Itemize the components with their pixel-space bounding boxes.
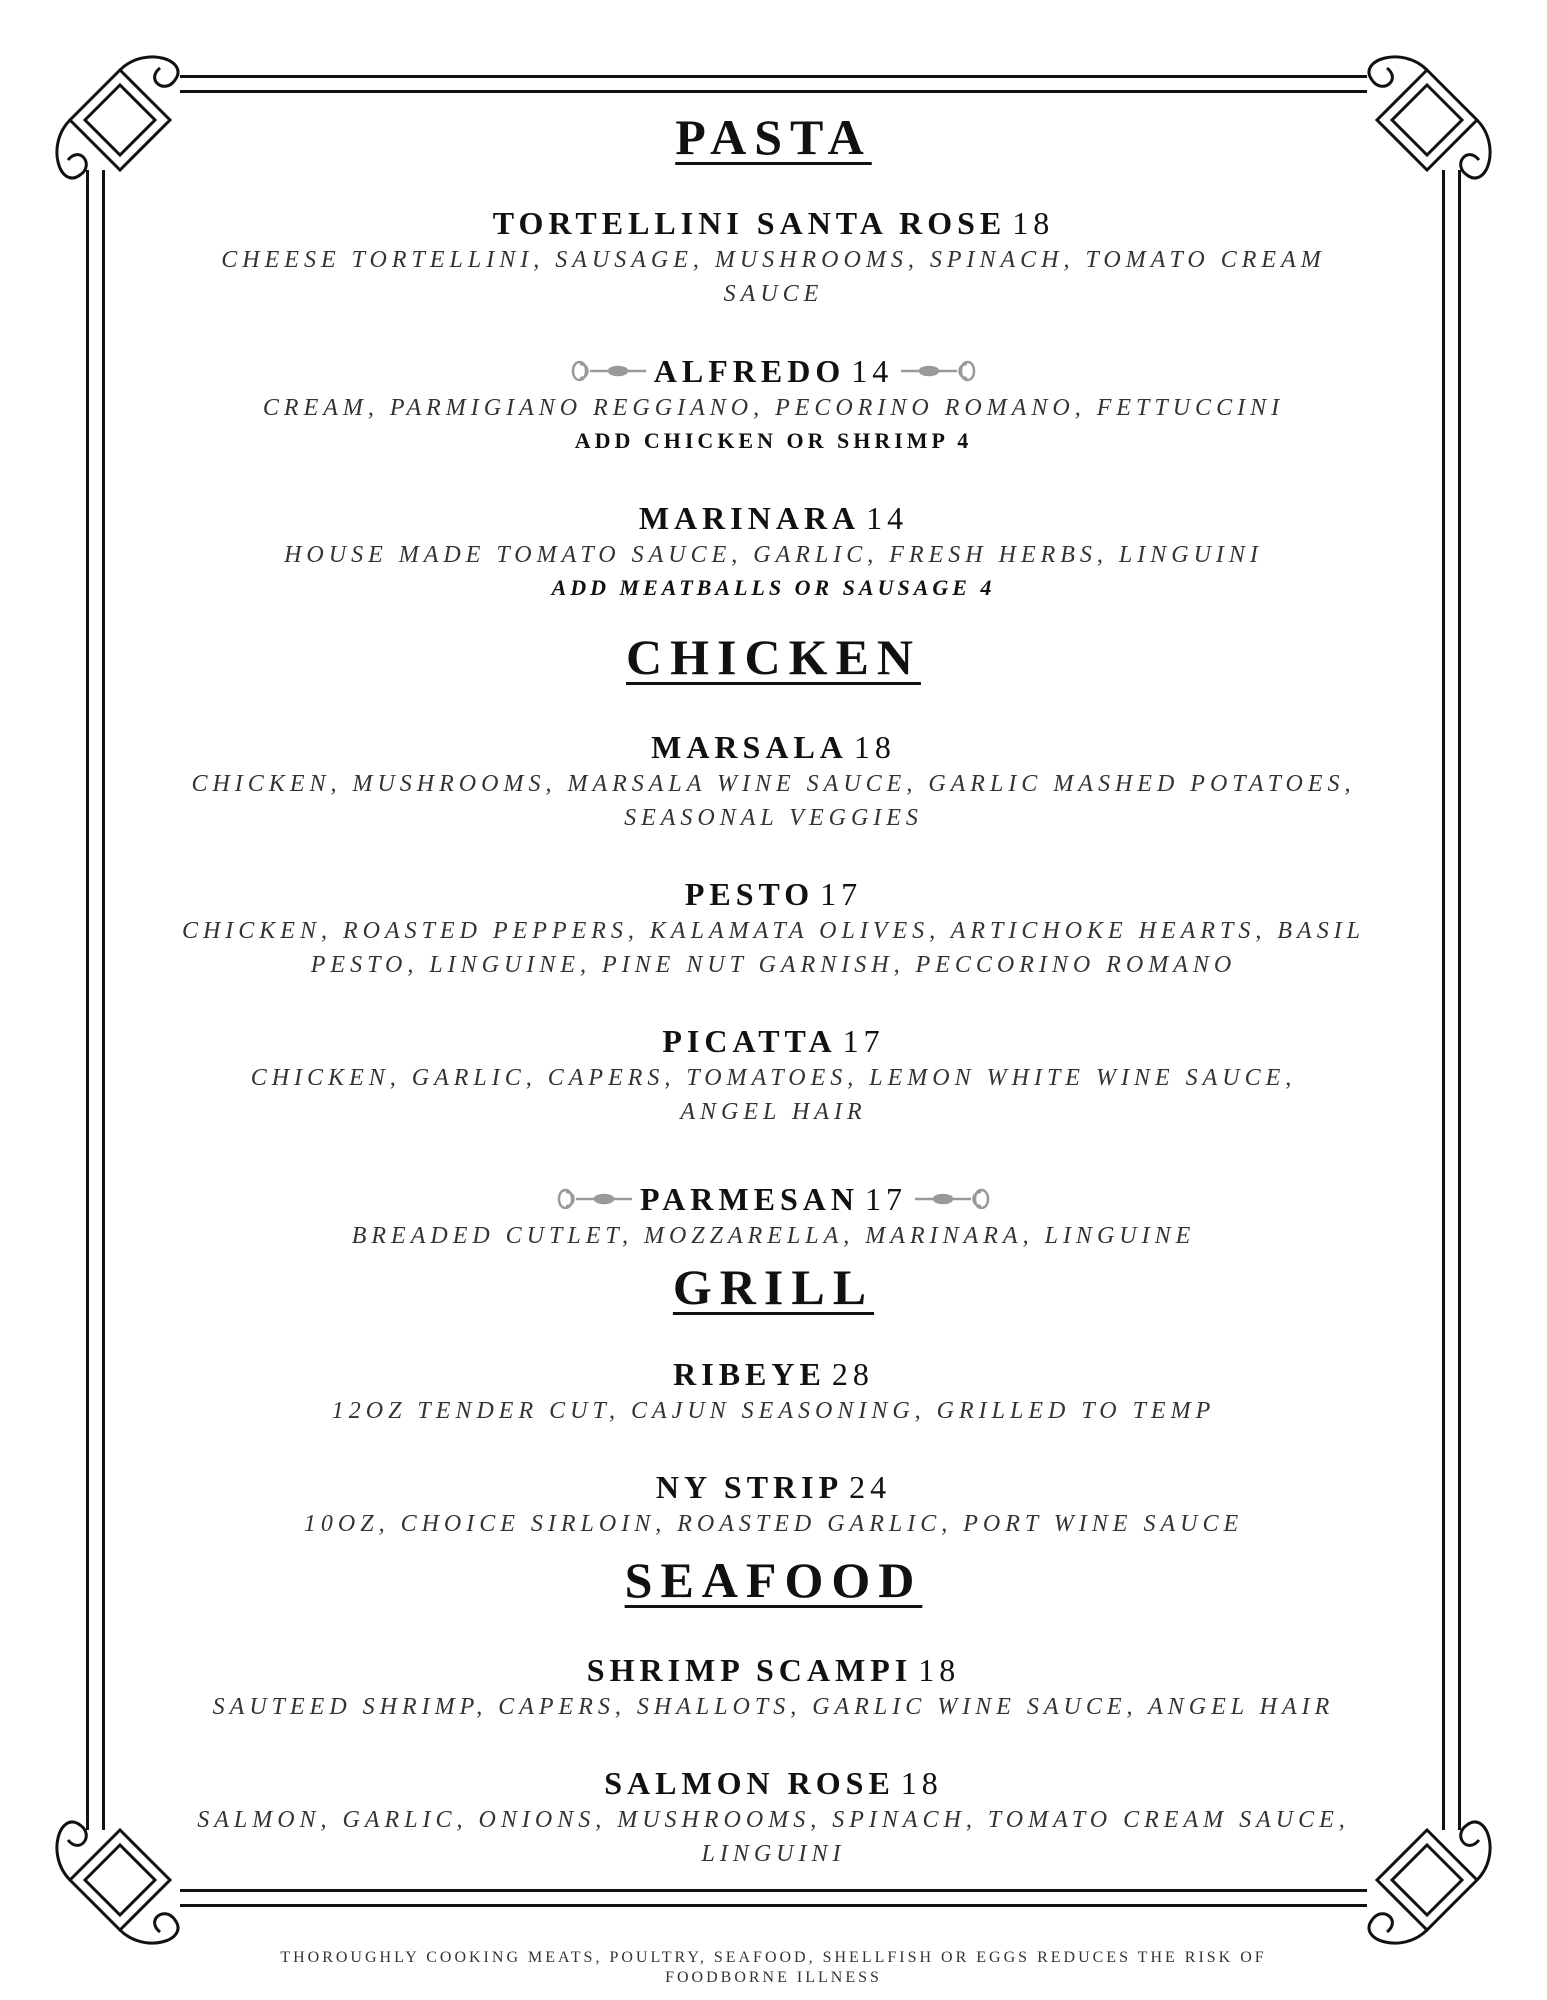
- section-title-seafood: SEAFOOD: [624, 1552, 923, 1608]
- item-name: PARMESAN: [640, 1181, 859, 1217]
- section-title-grill: GRILL: [672, 1259, 875, 1315]
- item-description: SALMON, GARLIC, ONIONS, MUSHROOMS, SPINACH, TOMATO CREAM SAUCE, LINGUINI: [197, 1807, 1350, 1867]
- item-add-on: ADD CHICKEN OR SHRIMP 4: [574, 428, 973, 453]
- menu-item-ribeye: [140, 1354, 1407, 1428]
- item-description: CREAM, PARMIGIANO REGGIANO, PECORINO ROMANO, FETTUCCINI: [262, 395, 1285, 421]
- frame-bottom-line-outer: [180, 1889, 1367, 1892]
- item-price: 18: [1012, 205, 1055, 241]
- item-name-row: [140, 1354, 1407, 1394]
- flourish-right-icon: [899, 356, 979, 386]
- item-name: RIBEYE: [673, 1356, 826, 1392]
- item-name: PICATTA: [662, 1023, 837, 1059]
- item-price: 14: [851, 353, 894, 389]
- section-title-chicken: CHICKEN: [626, 629, 921, 685]
- item-name-row: [140, 351, 1407, 391]
- item-add-on: ADD MEATBALLS OR SAUSAGE 4: [551, 575, 996, 600]
- menu-item-salmon-rose: [140, 1763, 1407, 1871]
- item-name-row: [140, 1763, 1407, 1803]
- frame-top-line-outer: [180, 75, 1367, 78]
- item-name-row: [140, 727, 1407, 767]
- item-name-row: [140, 203, 1407, 243]
- menu-item-parmesan: [140, 1179, 1407, 1253]
- item-name-row: [140, 1650, 1407, 1690]
- flourish-left-icon: [554, 1184, 634, 1214]
- item-description: CHICKEN, MUSHROOMS, MARSALA WINE SAUCE, GARLIC MASHED POTATOES, SEASONAL VEGGIES: [191, 771, 1356, 831]
- flourish-right-icon: [913, 1184, 993, 1214]
- item-name: SHRIMP SCAMPI: [586, 1652, 913, 1688]
- item-name-row: [140, 1179, 1407, 1219]
- item-description: CHICKEN, ROASTED PEPPERS, KALAMATA OLIVES, ARTICHOKE HEARTS, BASIL PESTO, LINGUINE, PINE NUT GARNISH, PECCORINO ROMANO: [181, 918, 1366, 978]
- item-name-row: [140, 1021, 1407, 1061]
- item-description: BREADED CUTLET, MOZZARELLA, MARINARA, LINGUINE: [351, 1223, 1196, 1249]
- menu-item-shrimp-scampi: [140, 1650, 1407, 1724]
- item-name-row: [140, 498, 1407, 538]
- item-name-row: [140, 1467, 1407, 1507]
- flourish-left-icon: [568, 356, 648, 386]
- frame-top-line-inner: [180, 90, 1367, 93]
- item-description: SAUTEED SHRIMP, CAPERS, SHALLOTS, GARLIC WINE SAUCE, ANGEL HAIR: [212, 1694, 1335, 1720]
- item-name: NY STRIP: [655, 1469, 844, 1505]
- item-name: PESTO: [684, 876, 815, 912]
- item-name: ALFREDO: [653, 353, 846, 389]
- item-price: 18: [900, 1765, 943, 1801]
- item-price: 28: [831, 1356, 874, 1392]
- menu-item-pesto: [140, 874, 1407, 982]
- item-name: MARINARA: [638, 500, 861, 536]
- item-price: 18: [853, 729, 896, 765]
- item-price: 24: [849, 1469, 892, 1505]
- menu-item-marinara: [140, 498, 1407, 604]
- item-price: 17: [864, 1181, 907, 1217]
- item-description: CHICKEN, GARLIC, CAPERS, TOMATOES, LEMON WHITE WINE SAUCE, ANGEL HAIR: [250, 1065, 1297, 1125]
- item-name: MARSALA: [651, 729, 848, 765]
- item-description: 10OZ, CHOICE SIRLOIN, ROASTED GARLIC, PORT WINE SAUCE: [303, 1511, 1244, 1537]
- menu-item-alfredo: [140, 351, 1407, 457]
- menu-item-marsala: [140, 727, 1407, 835]
- item-description: HOUSE MADE TOMATO SAUCE, GARLIC, FRESH HERBS, LINGUINI: [284, 542, 1263, 568]
- item-price: 14: [866, 500, 909, 536]
- frame-bottom-line-inner: [180, 1904, 1367, 1907]
- food-safety-disclaimer: THOROUGHLY COOKING MEATS, POULTRY, SEAFOOD, SHELLFISH OR EGGS REDUCES THE RISK OF FOODBORNE ILLNESS: [280, 1949, 1267, 1986]
- item-name: TORTELLINI SANTA ROSE: [492, 205, 1007, 241]
- menu-item-tortellini: [140, 203, 1407, 311]
- item-price: 17: [842, 1023, 885, 1059]
- menu-item-picatta: [140, 1021, 1407, 1129]
- item-name: SALMON ROSE: [604, 1765, 895, 1801]
- section-title-pasta: PASTA: [675, 109, 872, 165]
- item-price: 17: [820, 876, 863, 912]
- item-description: CHEESE TORTELLINI, SAUSAGE, MUSHROOMS, SPINACH, TOMATO CREAM SAUCE: [221, 247, 1326, 307]
- menu-item-ny-strip: [140, 1467, 1407, 1541]
- item-name-row: [140, 874, 1407, 914]
- item-price: 18: [918, 1652, 961, 1688]
- item-description: 12OZ TENDER CUT, CAJUN SEASONING, GRILLED TO TEMP: [331, 1398, 1216, 1424]
